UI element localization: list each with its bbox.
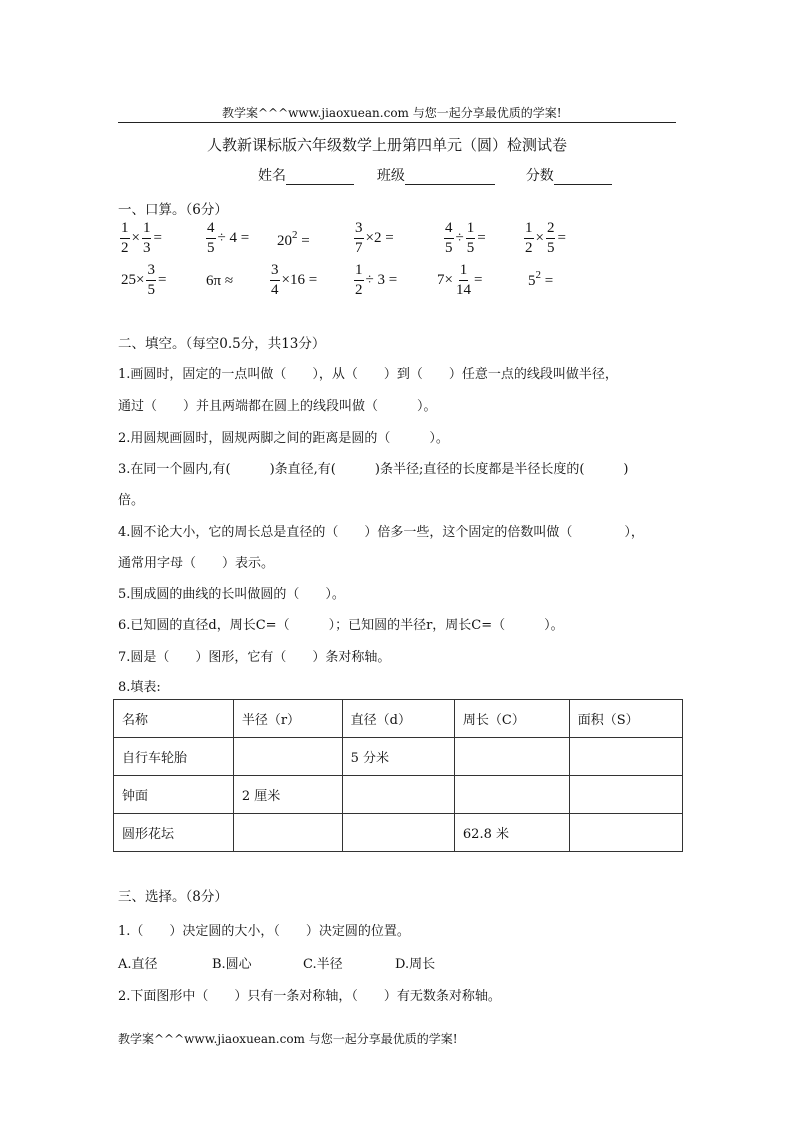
table-header-cell: 周长（C）	[454, 700, 569, 738]
base: 5	[528, 273, 536, 289]
table-cell: 5 分米	[342, 738, 454, 776]
class-field[interactable]	[405, 168, 495, 185]
operator: ÷	[455, 230, 464, 246]
exponent: 2	[535, 269, 541, 281]
mental-math-4	[354, 221, 394, 256]
numerator: 1	[120, 221, 130, 239]
mental-math-1	[120, 221, 162, 256]
name-label: 姓名	[258, 168, 286, 184]
header-divider	[118, 122, 676, 123]
denominator: 2	[121, 240, 129, 256]
denominator: 5	[207, 240, 215, 256]
choice-option-d: D.周长	[395, 957, 436, 972]
student-info-row	[258, 165, 612, 185]
mental-math-7	[121, 263, 166, 298]
equals: =	[473, 272, 483, 288]
denominator: 5	[546, 240, 555, 256]
table-cell[interactable]	[233, 738, 342, 776]
fill-line-5: 倍。	[118, 493, 145, 508]
table-header-cell: 名称	[114, 700, 234, 738]
fill-line-6: 4.圆不论大小，它的周长总是直径的（ ）倍多一些，这个固定的倍数叫做（ ），	[118, 525, 644, 540]
fill-line-7: 通常用字母（ ）表示。	[118, 556, 275, 571]
mental-math-2	[206, 221, 249, 256]
equals: =	[477, 230, 486, 246]
page-header: 教学案^^^www.jiaoxuean.com 与您一起分享最优质的学案!	[222, 106, 562, 120]
page-title: 人教新课标版六年级数学上册第四单元（圆）检测试卷	[207, 136, 568, 154]
choice-option-b: B.圆心	[212, 957, 252, 972]
numerator: 3	[146, 263, 156, 281]
table-cell: 62.8 米	[454, 814, 569, 852]
denominator: 7	[355, 240, 363, 256]
fill-line-10: 7.圆是（ ）图形，它有（ ）条对称轴。	[118, 650, 391, 665]
table-row	[114, 814, 683, 852]
denominator: 5	[445, 240, 453, 256]
choice-question-1: 1.（ ）决定圆的大小，（ ）决定圆的位置。	[118, 924, 410, 939]
denominator: 5	[147, 282, 155, 298]
table-header-row	[114, 700, 683, 738]
section1-heading: 一、口算。（6分）	[118, 202, 228, 218]
table-cell[interactable]	[569, 738, 682, 776]
table-cell: 自行车轮胎	[114, 738, 234, 776]
table-header-cell: 直径（d）	[342, 700, 454, 738]
table-cell[interactable]	[569, 814, 682, 852]
fill-line-9: 6.已知圆的直径d，周长C=（ ）；已知圆的半径r，周长C=（ ）。	[118, 618, 564, 633]
equals: =	[544, 273, 554, 289]
operator: ×	[535, 230, 544, 246]
operation: ÷ 3 =	[365, 272, 398, 288]
table-cell[interactable]	[342, 776, 454, 814]
section3-heading: 三、选择。（8分）	[118, 889, 228, 905]
numerator: 3	[354, 221, 364, 239]
table-cell[interactable]	[233, 814, 342, 852]
numerator: 1	[142, 221, 152, 239]
section2-heading: 二、填空。（每空0.5分，共13分）	[118, 336, 326, 352]
denominator: 2	[355, 282, 363, 298]
table-cell: 钟面	[114, 776, 234, 814]
mental-math-3	[277, 229, 310, 250]
table-header-cell: 半径（r）	[233, 700, 342, 738]
table-cell: 圆形花坛	[114, 814, 234, 852]
numerator: 1	[524, 221, 534, 239]
mental-math-12	[528, 269, 554, 290]
fill-line-8: 5.围成圆的曲线的长叫做圆的（ ）。	[118, 587, 345, 602]
operation: ×16 =	[281, 272, 318, 288]
numerator: 3	[270, 263, 280, 281]
mental-math-5	[444, 221, 486, 256]
fill-line-2: 通过（ ）并且两端都在圆上的线段叫做（ ）。	[118, 399, 437, 414]
class-label: 班级	[376, 168, 405, 184]
choice-option-c: C.半径	[303, 957, 343, 972]
denominator: 14	[455, 282, 471, 298]
base: 20	[277, 233, 292, 249]
operation: ÷ 4 =	[217, 230, 250, 246]
fill-line-11: 8.填表:	[118, 680, 161, 695]
score-field[interactable]	[554, 168, 612, 185]
table-header-cell: 面积（S）	[569, 700, 682, 738]
table-cell[interactable]	[342, 814, 454, 852]
equals: =	[157, 272, 167, 288]
numerator: 1	[354, 263, 364, 281]
choice-option-a: A.直径	[118, 957, 158, 972]
numerator: 2	[546, 221, 556, 239]
operand: 7×	[437, 272, 453, 288]
table-cell[interactable]	[454, 738, 569, 776]
numerator: 1	[466, 221, 476, 239]
mental-math-6	[524, 221, 566, 256]
table-cell[interactable]	[569, 776, 682, 814]
fill-line-4: 3.在同一个圆内,有( )条直径,有( )条半径;直径的长度都是半径长度的( )	[118, 462, 629, 477]
mental-math-8: 6π ≈	[206, 273, 234, 289]
choice-question-2: 2.下面图形中（ ）只有一条对称轴，（ ）有无数条对称轴。	[118, 989, 501, 1004]
table-row	[114, 776, 683, 814]
exponent: 2	[292, 229, 298, 241]
operand: 25×	[121, 272, 145, 288]
mental-math-11	[437, 263, 482, 298]
operation: ×2 =	[365, 230, 394, 246]
equals: =	[301, 233, 310, 249]
circle-table	[113, 699, 683, 852]
denominator: 4	[271, 282, 279, 298]
denominator: 5	[466, 240, 475, 256]
page-footer: 教学案^^^www.jiaoxuean.com 与您一起分享最优质的学案!	[118, 1032, 458, 1046]
fill-line-3: 2.用圆规画圆时，圆规两脚之间的距离是圆的（ ）。	[118, 431, 449, 446]
numerator: 4	[444, 221, 454, 239]
name-field[interactable]	[286, 168, 354, 185]
denominator: 3	[142, 240, 151, 256]
equals: =	[557, 230, 566, 246]
table-cell[interactable]	[454, 776, 569, 814]
score-label: 分数	[525, 168, 554, 184]
equals: =	[153, 230, 162, 246]
mental-math-10	[354, 263, 397, 298]
table-row	[114, 738, 683, 776]
denominator: 2	[525, 240, 533, 256]
numerator: 1	[459, 263, 469, 281]
fill-line-1: 1.画圆时，固定的一点叫做（ ），从（ ）到（ ）任意一点的线段叫做半径，	[118, 367, 618, 382]
operator: ×	[131, 230, 140, 246]
table-cell: 2 厘米	[233, 776, 342, 814]
numerator: 4	[206, 221, 216, 239]
mental-math-9	[270, 263, 317, 298]
